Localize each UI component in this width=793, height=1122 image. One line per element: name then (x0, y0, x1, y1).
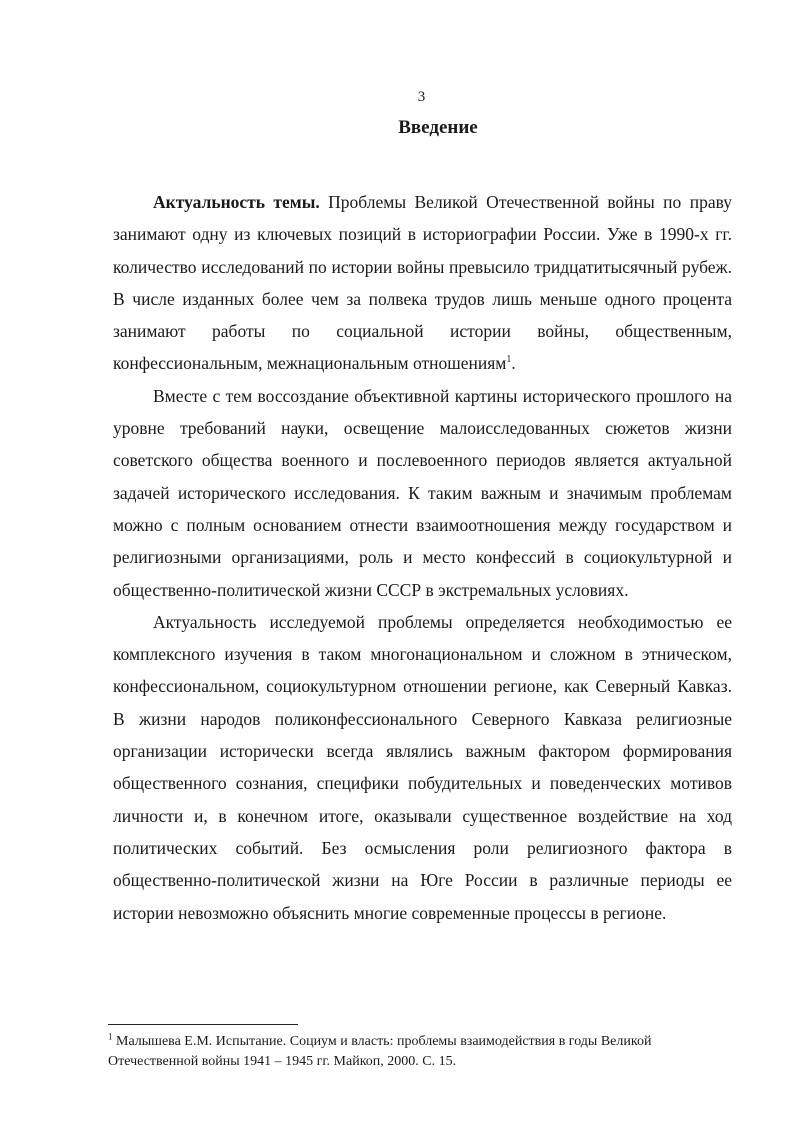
paragraph-state-religion (113, 380, 732, 606)
page-number: 3 (417, 89, 426, 105)
paragraph-text: Актуальность исследуемой проблемы определяется необходимостью ее комплексного изучения в таком многонациональном и сложном в этническом, конфессиональном, социокультурном отношении регионе, как Северный Кавказ. В жизни народов поликонфессионального Северного Кавказа религиозные организации исторически всегда являлись важным фактором формирования общественного сознания, специфики побудительных и поведенческих мотивов личности и, в конечном итоге, оказывали существенное воздействие на ход политических событий. Без осмысления роли религиозного фактора в общественно-политической жизни на Юге России в различные периоды ее истории невозможно объяснить многие современные процессы в регионе. (113, 611, 732, 923)
paragraph-text: Проблемы Великой Отечественной войны по праву занимают одну из ключевых позиций в историографии России. Уже в 1990-х гг. количество исследований по истории войны превысило тридцатитысячный рубеж. В числе изданных более чем за полвека трудов лишь меньше одного процента занимают работы по социальной истории войны, общественным, конфессиональным, межнациональным отношениям (113, 192, 732, 374)
paragraph-relevance (113, 186, 732, 380)
paragraph-tail: . (511, 353, 516, 374)
footnote (108, 1032, 732, 1072)
paragraph-north-caucasus (113, 606, 732, 929)
footnote-mark: 1 (108, 1031, 113, 1042)
page-title: Введение (398, 117, 478, 138)
paragraph-text: Вместе с тем воссоздание объективной картины исторического прошлого на уровне требований науки, освещение малоисследованных сюжетов жизни советского общества военного и послевоенного периодов является актуальной задачей исторического исследования. К таким важным и значимым проблемам можно с полным основанием отнести взаимоотношения между государством и религиозными организациями, роль и место конфессий в социокультурной и общественно-политической жизни СССР в экстремальных условиях. (113, 385, 732, 600)
paragraph-lead: Актуальность темы. (153, 192, 320, 212)
body-text (113, 186, 732, 929)
footnote-text: Малышева Е.М. Испытание. Социум и власть: проблемы взаимодействия в годы Великой Отечественной войны 1941 – 1945 гг. Майкоп, 2000. С. 15. (108, 1034, 652, 1069)
footnote-reference[interactable]: 1 (506, 354, 512, 366)
footnote-divider (108, 1024, 298, 1025)
